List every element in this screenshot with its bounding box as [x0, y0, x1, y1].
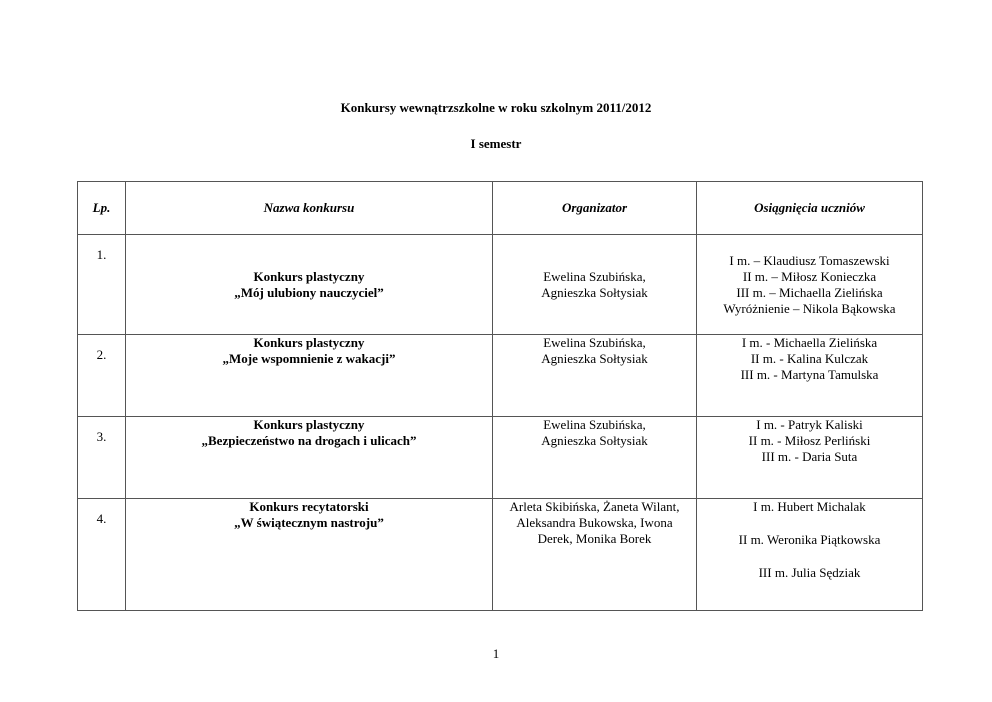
table-row — [78, 499, 923, 611]
page-number: 1 — [492, 646, 500, 661]
row-number: 4. — [78, 499, 126, 611]
organizer-line: Agnieszka Sołtysiak — [541, 351, 648, 366]
organizer-line: Ewelina Szubińska, — [543, 417, 646, 432]
contest-theme: „Mój ulubiony nauczyciel” — [234, 284, 384, 300]
contest-name-cell — [126, 335, 493, 417]
organizer-line: Aleksandra Bukowska, Iwona — [516, 515, 673, 530]
organizer-cell — [493, 417, 697, 499]
contests-table — [77, 181, 923, 611]
contest-type: Konkurs plastyczny — [253, 417, 365, 432]
achievements-cell — [697, 499, 923, 611]
organizer-line: Agnieszka Sołtysiak — [541, 433, 648, 448]
organizer-line: Agnieszka Sołtysiak — [541, 284, 648, 300]
contest-type: Konkurs plastyczny — [253, 335, 365, 350]
organizer-cell — [493, 235, 697, 335]
achievements-cell — [697, 335, 923, 417]
header-achievements: Osiągnięcia uczniów — [697, 182, 923, 235]
achievement-line: I m. - Patryk Kaliski — [756, 417, 863, 432]
table-row — [78, 417, 923, 499]
table-header-row — [78, 182, 923, 235]
table-row — [78, 235, 923, 335]
row-number: 1. — [78, 235, 126, 335]
achievement-line: II m. – Miłosz Konieczka — [742, 268, 877, 284]
contest-theme: „Moje wspomnienie z wakacji” — [222, 351, 396, 366]
achievement-line: II m. Weronika Piątkowska — [738, 532, 881, 547]
contest-theme: „Bezpieczeństwo na drogach i ulicach” — [201, 433, 417, 448]
contest-theme: „W świątecznym nastroju” — [234, 515, 384, 530]
semester-subtitle: I semestr — [470, 136, 522, 151]
achievement-line: III m. – Michaella Zielińska — [736, 284, 883, 300]
table-row — [78, 335, 923, 417]
contest-name-cell — [126, 499, 493, 611]
organizer-line: Derek, Monika Borek — [537, 531, 652, 546]
row-number: 3. — [78, 417, 126, 499]
achievement-line: II m. - Miłosz Perliński — [748, 433, 871, 448]
organizer-cell — [493, 335, 697, 417]
contest-type: Konkurs plastyczny — [253, 268, 365, 284]
achievement-line: III m. - Martyna Tamulska — [740, 367, 879, 382]
achievement-line: I m. Hubert Michalak — [753, 499, 866, 514]
header-lp: Lp. — [78, 182, 126, 235]
header-organizer: Organizator — [493, 182, 697, 235]
achievement-line: I m. - Michaella Zielińska — [741, 335, 878, 350]
achievement-line: Wyróżnienie – Nikola Bąkowska — [723, 300, 896, 316]
achievement-line: I m. – Klaudiusz Tomaszewski — [729, 252, 890, 268]
contest-name-cell — [126, 235, 493, 335]
achievement-line: III m. - Daria Suta — [761, 449, 858, 464]
organizer-line: Arleta Skibińska, Żaneta Wilant, — [509, 499, 680, 514]
achievement-line: II m. - Kalina Kulczak — [750, 351, 869, 366]
organizer-line: Ewelina Szubińska, — [543, 335, 646, 350]
document-title: Konkursy wewnątrzszkolne w roku szkolnym 2011/2012 — [340, 100, 652, 115]
organizer-line: Ewelina Szubińska, — [543, 268, 646, 284]
header-contest-name: Nazwa konkursu — [126, 182, 493, 235]
organizer-cell — [493, 499, 697, 611]
contest-name-cell — [126, 417, 493, 499]
achievement-line: III m. Julia Sędziak — [758, 565, 861, 580]
row-number: 2. — [78, 335, 126, 417]
contest-type: Konkurs recytatorski — [249, 499, 369, 514]
achievements-cell — [697, 235, 923, 335]
achievements-cell — [697, 417, 923, 499]
